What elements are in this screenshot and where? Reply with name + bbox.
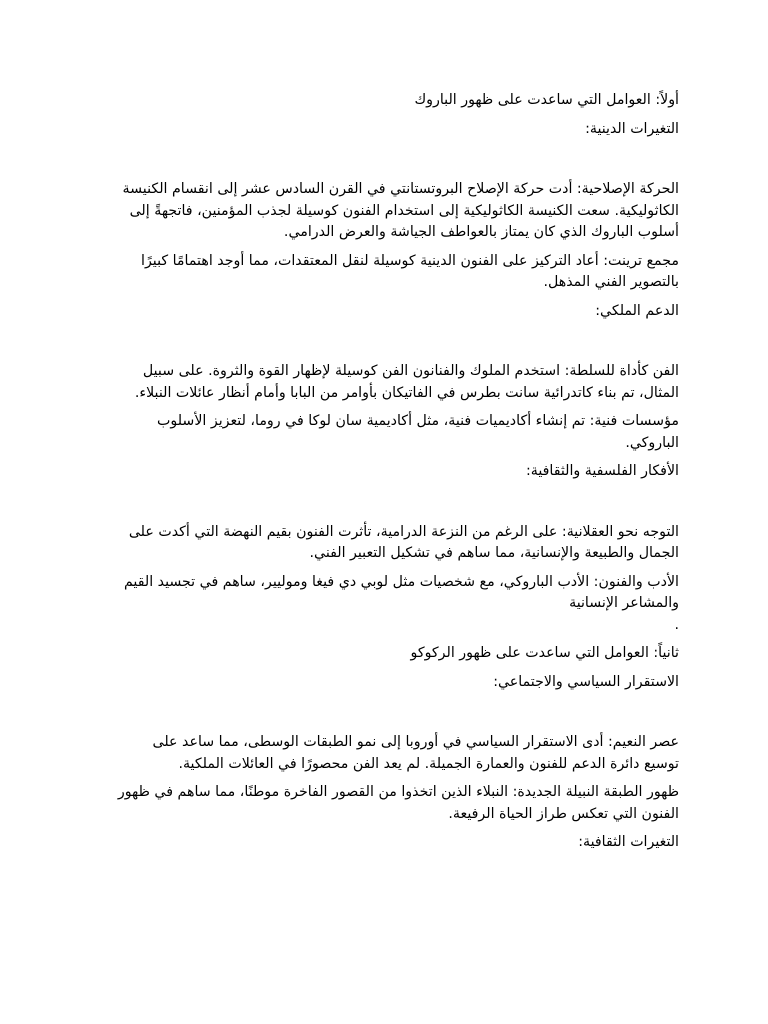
paragraph	[90, 782, 679, 825]
paragraph-line: .الفنون التي تعكس طراز الحياة الرفيعة	[448, 805, 679, 822]
paragraph-line: مؤسسات فنية: تم إنشاء أكاديميات فنية، مثل أكاديمية سان لوكا في روما، لتعزيز الأسلوب	[157, 413, 679, 429]
paragraph-line: التوجه نحو العقلانية: على الرغم من النزعة الدرامية، تأثرت الفنون بقيم النهضة التي أكدت على	[128, 523, 679, 540]
group-heading: :الاستقرار السياسي والاجتماعي	[493, 673, 679, 690]
paragraph-line: .الباروكي	[625, 434, 679, 451]
paragraph-line: عصر النعيم: أدى الاستقرار السياسي في أوروبا إلى نمو الطبقات الوسطى، مما ساعد على	[152, 734, 679, 750]
paragraph-line: والمشاعر الإنسانية	[569, 595, 679, 611]
paragraph-line: الحركة الإصلاحية: أدت حركة الإصلاح البروتستانتي في القرن السادس عشر إلى انقسام الكنيسة	[122, 181, 679, 197]
trailing-mark: .	[674, 616, 679, 633]
paragraph	[90, 361, 679, 404]
paragraph-line: الكاثوليكية. سعت الكنيسة الكاثوليكية إلى استخدام الفنون كوسيلة لجذب المؤمنين، فاتجهةً إلى	[129, 202, 679, 219]
paragraph-line: .المثال، تم بناء كاتدرائية سانت بطرس في الفاتيكان بأوامر من البابا وأمام أنظار عائلات النبلاء	[134, 384, 679, 401]
paragraph	[90, 522, 679, 565]
paragraph-line: ظهور الطبقة النبيلة الجديدة: النبلاء الذين اتخذوا من القصور الفاخرة موطنًا، مما ساهم في ظهور	[117, 784, 679, 800]
paragraph	[90, 251, 679, 294]
paragraph	[90, 572, 679, 615]
paragraph-line: .الجمال والطبيعة والإنسانية، مما ساهم في تشكيل التعبير الفني	[309, 545, 679, 561]
paragraph-line: الفن كأداة للسلطة: استخدم الملوك والفنانون الفن كوسيلة لإظهار القوة والثروة. على سبيل	[142, 363, 679, 379]
group-heading: :الأفكار الفلسفية والثقافية	[525, 463, 679, 479]
section-title: أولاً: العوامل التي ساعدت على ظهور الباروك	[414, 92, 679, 108]
paragraph-line: مجمع ترينت: أعاد التركيز على الفنون الدينية كوسيلة لنقل المعتقدات، مما أوجد اهتمامًا كبيرًا	[141, 252, 679, 269]
paragraph	[90, 411, 679, 454]
paragraph-line: .توسيع دائرة الدعم للفنون والعمارة الجميلة. لم يعد الفن محصورًا في العائلات الملكية	[178, 755, 679, 772]
paragraph	[90, 179, 679, 244]
group-heading: :التغيرات الثقافية	[578, 834, 679, 850]
group-heading: :الدعم الملكي	[595, 302, 679, 319]
section-title: ثانياً: العوامل التي ساعدت على ظهور الركوكو	[410, 645, 679, 661]
paragraph-line: .أسلوب الباروك الذي كان يمتاز بالعواطف الجياشة والعرض الدرامي	[283, 224, 679, 240]
paragraph-line: .بالتصوير الفني المذهل	[543, 274, 679, 290]
paragraph	[90, 732, 679, 775]
paragraph-line: الأدب والفنون: الأدب الباروكي، مع شخصيات مثل لوبي دي فيغا وموليير، ساهم في تجسيد القيم	[123, 573, 679, 590]
group-heading: :التغيرات الدينية	[585, 120, 679, 137]
